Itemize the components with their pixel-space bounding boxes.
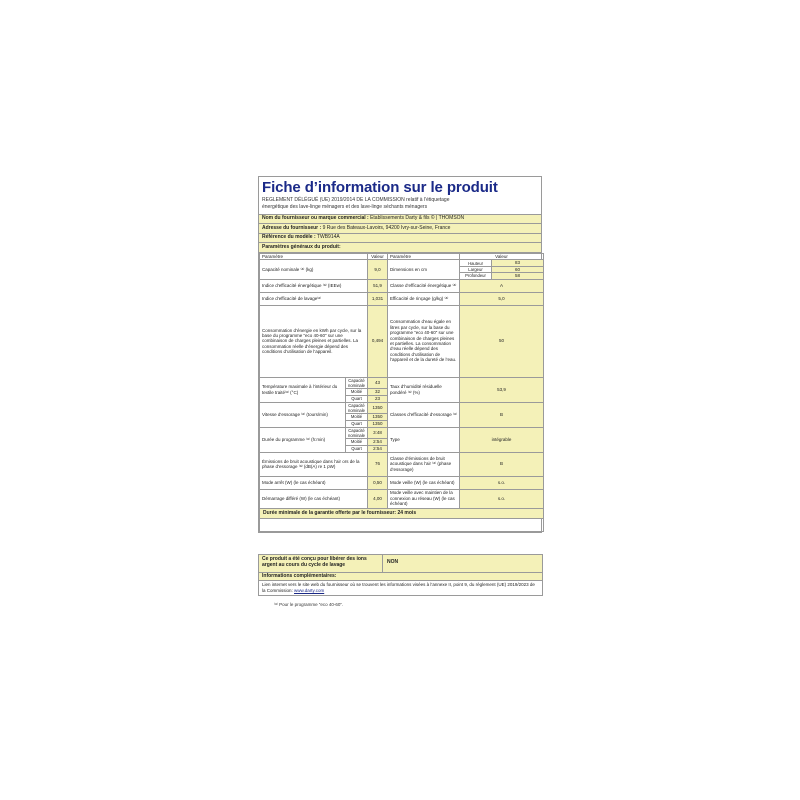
height-value: 83 <box>492 260 544 266</box>
duration-full-value: 3:48 <box>368 427 388 438</box>
model-reference-value: TWB914A <box>316 234 340 241</box>
depth-label: Profondeur <box>460 273 492 279</box>
silver-ions-label: Ce produit a été conçu pour libérer des ions argent au cours du cycle de lavage <box>259 554 383 572</box>
general-parameters-label: Paramètres généraux du produit: <box>262 243 341 250</box>
supplier-address-value: 9 Rue des Bateaux-Lavoirs, 94200 Ivry-sur-Seine, France <box>322 224 451 231</box>
delay-start-value: 4,00 <box>368 489 388 508</box>
width-label: Largeur <box>460 266 492 272</box>
table-row <box>260 402 544 413</box>
darty-link[interactable]: www.darty.com <box>294 588 325 594</box>
max-temp-half-label: Moitié <box>346 388 368 395</box>
supplier-name-row <box>258 215 542 225</box>
max-temp-quarter-value: 23 <box>368 395 388 402</box>
spin-quarter-value: 1350 <box>368 420 388 427</box>
off-mode-value: 0,50 <box>368 476 388 489</box>
duration-full-label: Capacité nominale <box>346 427 368 438</box>
water-consumption-label: Consommation d’eau égale en litres par cycle, sur la base du programme “eco 40-60” sur une combinaison de charges pleines et partielles. La consommation d’eau réelle dépend des conditions d’utilisation de l’appareil et de la dureté de l’eau. <box>388 305 460 377</box>
general-parameters-row <box>258 243 542 253</box>
model-reference-row <box>258 234 542 244</box>
table-row <box>260 292 544 305</box>
max-temp-full-label: Capacité nominale <box>346 377 368 388</box>
energy-consumption-label: Consommation d’énergie en kWh par cycle, sur la base du programme “eco 40-60” sur une combinaison de charges pleines et partielles. La consommation réelle d’énergie dépend des conditions d’utilisation de l’appareil. <box>260 305 368 377</box>
eei-label: Indice d’efficacité énergétique ⁽ᵃ⁾ (IEEw) <box>260 279 368 292</box>
page-title: Fiche d’information sur le produit <box>262 179 498 196</box>
section-gap <box>258 533 542 554</box>
humidity-value: 53,9 <box>460 377 544 402</box>
capacity-label: Capacité nominale ⁽ᵃ⁾ (kg) <box>260 260 368 279</box>
table-row <box>260 476 544 489</box>
width-value: 60 <box>492 266 544 272</box>
additional-info-cell <box>259 581 543 596</box>
additional-info-table <box>258 554 543 597</box>
energy-consumption-value: 0,494 <box>368 305 388 377</box>
regulation-line-1: REGLEMENT DÉLÉGUÉ (UE) 2019/2014 DE LA COMMISSION relatif à l’étiquetage <box>262 197 450 203</box>
table-row <box>260 489 544 508</box>
table-row <box>260 452 544 476</box>
product-information-sheet <box>258 176 542 608</box>
col-param-right: Paramètre <box>388 253 460 260</box>
max-temp-half-value: 32 <box>368 388 388 395</box>
height-label: Hauteur <box>460 260 492 266</box>
spin-full-label: Capacité nominale <box>346 402 368 413</box>
noise-value: 76 <box>368 452 388 476</box>
duration-half-value: 2:54 <box>368 438 388 445</box>
off-mode-label: Mode arrêt (W) (le cas échéant) <box>260 476 368 489</box>
max-temp-full-value: 43 <box>368 377 388 388</box>
noise-class-value: B <box>460 452 544 476</box>
type-label: Type <box>388 427 460 452</box>
wash-index-label: Indice d’efficacité de lavage⁽ᵃ⁾ <box>260 292 368 305</box>
warranty-label: Durée minimale de la garantie offerte par le fournisseur: <box>263 510 397 517</box>
standby-label: Mode veille (W) (le cas échéant) <box>388 476 460 489</box>
spin-class-value: B <box>460 402 544 427</box>
col-value-right: Valeur <box>460 253 544 260</box>
networked-standby-label: Mode veille avec maintien de la connexion au réseau (W) (le cas échéant) <box>388 489 460 508</box>
supplier-name-label: Nom du fournisseur ou marque commercial : <box>262 215 369 222</box>
dimensions-label: Dimensions en cm <box>388 260 460 279</box>
noise-label: Émissions de bruit acoustique dans l’air ors de la phase d’essorage ⁽ᵃ⁾ (dB(A) re 1 pW) <box>260 452 368 476</box>
table-row <box>260 377 544 388</box>
spin-half-label: Moitié <box>346 413 368 420</box>
empty-cell <box>260 518 544 531</box>
table-row <box>260 427 544 438</box>
table-row <box>259 572 543 581</box>
table-row <box>259 581 543 596</box>
warranty-cell <box>260 508 544 518</box>
spin-half-value: 1350 <box>368 413 388 420</box>
table-row <box>259 554 543 572</box>
networked-standby-value: s.o. <box>460 489 544 508</box>
noise-class-label: Classe d’émissions de bruit acoustique dans l’air ⁽ᵃ⁾ (phase d’essorage) <box>388 452 460 476</box>
duration-label: Durée du programme ⁽ᵃ⁾ (h:min) <box>260 427 346 452</box>
table-row <box>260 279 544 292</box>
additional-info-label: Informations complémentaires: <box>259 572 543 581</box>
supplier-name-value: Etablissements Darty & fils © | THOMSON <box>370 215 465 222</box>
max-temp-label: Température maximale à l’intérieur du textile traité⁽ᵃ⁾ (°C) <box>260 377 346 402</box>
duration-quarter-value: 2:54 <box>368 445 388 452</box>
wash-index-value: 1,031 <box>368 292 388 305</box>
footnote: ⁽ᵃ⁾ Pour le programme “eco 40-60”. <box>274 602 344 608</box>
spin-quarter-label: Quart <box>346 420 368 427</box>
rinse-value: 5,0 <box>460 292 544 305</box>
parameters-table-wrapper <box>258 253 542 533</box>
energy-class-label: Classe d’efficacité énergétique ⁽ᵃ⁾ <box>388 279 460 292</box>
max-temp-quarter-label: Quart <box>346 395 368 402</box>
model-reference-label: Référence du modèle : <box>262 234 316 241</box>
sheet-header <box>258 176 542 215</box>
additional-info-text: Lien internet vers le site web du fournisseur où se trouvent les informations visées à l’annexe II, point 9, du règlement (UE) 2019/2023 de la Commission: <box>262 582 535 594</box>
delay-start-label: Démarrage différé (W) (le cas échéant) <box>260 489 368 508</box>
col-value-left: Valeur <box>368 253 388 260</box>
warranty-value: 24 mois <box>397 510 417 517</box>
regulation-line-2: énergétique des lave-linge ménagers et des lave-linge séchants ménagers <box>262 204 428 211</box>
empty-row <box>260 518 544 531</box>
standby-value: s.o. <box>460 476 544 489</box>
water-consumption-value: 50 <box>460 305 544 377</box>
duration-quarter-label: Quart <box>346 445 368 452</box>
capacity-value: 9,0 <box>368 260 388 279</box>
eei-value: 51,9 <box>368 279 388 292</box>
depth-value: 58 <box>492 273 544 279</box>
spin-class-label: Classes d’efficacité d’essorage ⁽ᵃ⁾ <box>388 402 460 427</box>
humidity-label: Taux d’humidité résiduelle pondéré ⁽ᵃ⁾ (%) <box>388 377 460 402</box>
spin-speed-label: Vitesse d’essorage ⁽ᵃ⁾ (tours/min) <box>260 402 346 427</box>
type-value: intégrable <box>460 427 544 452</box>
parameters-table <box>259 253 544 532</box>
energy-class-value: A <box>460 279 544 292</box>
warranty-row <box>260 508 544 518</box>
rinse-label: Efficacité de rinçage (g/kg) ⁽ᵃ⁾ <box>388 292 460 305</box>
spin-full-value: 1350 <box>368 402 388 413</box>
silver-ions-value: NON <box>383 554 543 572</box>
supplier-address-label: Adresse du fournisseur : <box>262 224 322 231</box>
table-row <box>260 305 544 377</box>
supplier-address-row <box>258 224 542 234</box>
col-param-left: Paramètre <box>260 253 368 260</box>
duration-half-label: Moitié <box>346 438 368 445</box>
